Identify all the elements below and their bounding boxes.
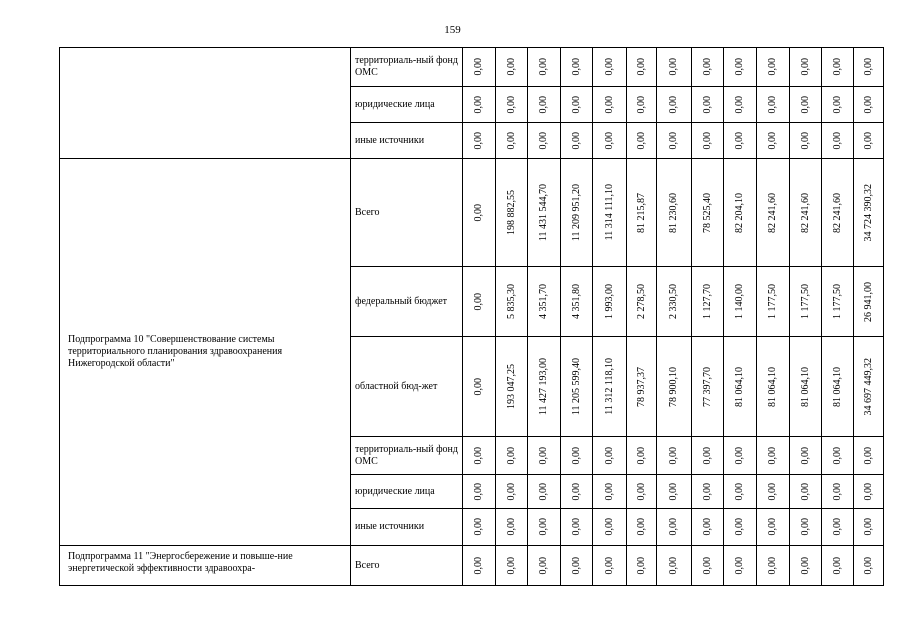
value-text: 0,00 <box>635 518 647 536</box>
value-text: 0,00 <box>635 95 647 114</box>
value-cell <box>496 48 528 87</box>
value-cell <box>463 267 496 337</box>
value-text: 34 697 449,32 <box>862 357 874 416</box>
value-cell <box>657 546 692 586</box>
value-cell <box>593 159 627 267</box>
value-text: 0,00 <box>635 131 647 150</box>
value-cell <box>757 48 790 87</box>
value-text: 0,00 <box>831 58 843 76</box>
value-text: 11 431 544,70 <box>538 183 549 242</box>
value-cell <box>692 475 724 509</box>
value-text: 1 140,00 <box>734 284 745 319</box>
value-cell <box>724 475 757 509</box>
value-cell <box>822 267 854 337</box>
value-cell <box>724 509 757 546</box>
value-cell <box>822 87 854 123</box>
value-text: 0,00 <box>473 446 484 465</box>
value-text: 0,00 <box>668 482 679 501</box>
value-text: 81 064,10 <box>734 366 745 407</box>
value-text: 34 724 390,32 <box>862 183 874 242</box>
value-text: 82 241,60 <box>831 192 843 233</box>
value-cell <box>657 337 692 437</box>
value-cell <box>724 159 757 267</box>
value-text: 0,00 <box>767 556 778 575</box>
value-cell <box>528 475 561 509</box>
value-text: 4 351,70 <box>538 284 549 319</box>
value-text: 82 204,10 <box>734 192 745 233</box>
value-cell <box>528 123 561 159</box>
value-cell <box>757 475 790 509</box>
value-text: 0,00 <box>570 446 582 465</box>
value-cell <box>496 159 528 267</box>
value-text: 1 993,00 <box>603 284 615 319</box>
value-cell <box>593 267 627 337</box>
value-cell <box>757 123 790 159</box>
value-text: 0,00 <box>799 95 811 114</box>
value-text: 1 177,50 <box>767 284 778 319</box>
value-cell <box>790 267 822 337</box>
page-number: 159 <box>444 24 461 36</box>
value-text: 0,00 <box>701 556 713 575</box>
value-text: 0,00 <box>473 203 484 222</box>
value-cell <box>627 546 657 586</box>
value-cell <box>790 48 822 87</box>
program-cell-continued <box>60 48 351 159</box>
source-other: иные источники <box>351 123 463 159</box>
value-cell <box>657 509 692 546</box>
value-cell <box>757 159 790 267</box>
value-cell <box>724 48 757 87</box>
value-cell <box>822 437 854 475</box>
value-cell <box>790 509 822 546</box>
value-cell <box>854 123 884 159</box>
value-cell <box>496 267 528 337</box>
value-text: 2 330,50 <box>668 284 679 319</box>
value-text: 2 278,50 <box>635 284 647 319</box>
value-cell <box>657 159 692 267</box>
source-total: Всего <box>351 159 463 267</box>
value-text: 78 525,40 <box>701 192 713 233</box>
value-text: 0,00 <box>831 556 843 575</box>
value-cell <box>790 159 822 267</box>
value-cell <box>593 546 627 586</box>
value-cell <box>593 475 627 509</box>
value-text: 0,00 <box>473 556 484 575</box>
value-text: 0,00 <box>538 95 549 114</box>
value-cell <box>463 123 496 159</box>
value-cell <box>657 267 692 337</box>
value-text: 1 177,50 <box>799 284 811 319</box>
value-cell <box>463 509 496 546</box>
value-text: 0,00 <box>701 482 713 501</box>
source-legal-entities: юридические лица <box>351 475 463 509</box>
value-cell <box>496 123 528 159</box>
value-text: 81 215,87 <box>635 192 647 233</box>
value-text: 0,00 <box>603 131 615 150</box>
value-text: 11 312 118,10 <box>603 358 615 415</box>
value-cell <box>790 437 822 475</box>
value-cell <box>657 123 692 159</box>
value-text: 0,00 <box>505 95 517 114</box>
value-text: 0,00 <box>862 95 874 114</box>
table-row <box>60 159 884 267</box>
value-cell <box>854 509 884 546</box>
value-text: 0,00 <box>505 446 517 465</box>
value-text: 0,00 <box>862 446 874 465</box>
value-cell <box>561 509 593 546</box>
value-cell <box>627 267 657 337</box>
value-text: 0,00 <box>603 446 615 465</box>
value-text: 0,00 <box>538 131 549 150</box>
value-cell <box>657 475 692 509</box>
value-text: 0,00 <box>635 446 647 465</box>
value-text: 0,00 <box>538 518 549 536</box>
value-text: 0,00 <box>570 482 582 501</box>
value-cell <box>496 475 528 509</box>
value-text: 0,00 <box>603 518 615 536</box>
value-cell <box>757 437 790 475</box>
value-text: 0,00 <box>505 482 517 501</box>
value-cell <box>692 337 724 437</box>
value-text: 0,00 <box>473 377 484 396</box>
value-cell <box>463 337 496 437</box>
value-text: 0,00 <box>701 131 713 150</box>
value-text: 198 882,55 <box>505 190 517 235</box>
program-11-title: Подпрограмма 11 "Энергосбережение и повыше-ние энергетической эффективности здравоохра- <box>60 546 351 586</box>
value-text: 0,00 <box>701 58 713 76</box>
value-text: 81 064,10 <box>831 366 843 407</box>
value-text: 0,00 <box>473 95 484 114</box>
value-cell <box>627 123 657 159</box>
value-cell <box>790 546 822 586</box>
value-cell <box>627 337 657 437</box>
value-cell <box>561 546 593 586</box>
value-text: 0,00 <box>473 482 484 501</box>
source-legal-entities: юридические лица <box>351 87 463 123</box>
value-cell <box>496 437 528 475</box>
value-text: 5 835,30 <box>505 284 517 319</box>
value-cell <box>528 87 561 123</box>
value-cell <box>854 267 884 337</box>
value-text: 0,00 <box>701 446 713 465</box>
value-text: 0,00 <box>668 446 679 465</box>
value-cell <box>593 87 627 123</box>
value-text: 0,00 <box>473 292 484 311</box>
value-text: 0,00 <box>603 95 615 114</box>
value-cell <box>528 267 561 337</box>
value-text: 0,00 <box>862 556 874 575</box>
value-cell <box>627 87 657 123</box>
value-cell <box>561 159 593 267</box>
value-cell <box>496 509 528 546</box>
source-regional: областной бюд-жет <box>351 337 463 437</box>
program-10-title: Подпрограмма 10 "Совершенствование системы территориального планирования здравоохранения Нижегородской области" <box>60 159 351 546</box>
value-text: 1 127,70 <box>701 284 713 319</box>
value-cell <box>790 87 822 123</box>
value-cell <box>724 123 757 159</box>
value-cell <box>692 437 724 475</box>
value-cell <box>593 437 627 475</box>
value-cell <box>757 337 790 437</box>
value-cell <box>657 437 692 475</box>
value-text: 11 427 193,00 <box>538 357 549 416</box>
value-text: 11 205 599,40 <box>570 357 582 416</box>
value-cell <box>822 123 854 159</box>
value-cell <box>463 48 496 87</box>
value-text: 4 351,80 <box>570 284 582 319</box>
value-text: 0,00 <box>767 518 778 536</box>
value-text: 0,00 <box>505 131 517 150</box>
value-cell <box>854 475 884 509</box>
source-other: иные источники <box>351 509 463 546</box>
value-text: 0,00 <box>538 58 549 76</box>
budget-table <box>59 47 884 586</box>
value-cell <box>692 159 724 267</box>
value-cell <box>822 337 854 437</box>
value-cell <box>692 509 724 546</box>
value-cell <box>496 337 528 437</box>
value-text: 0,00 <box>862 518 874 536</box>
value-cell <box>528 437 561 475</box>
value-cell <box>593 48 627 87</box>
value-cell <box>724 267 757 337</box>
value-cell <box>854 87 884 123</box>
value-text: 78 937,37 <box>635 366 647 407</box>
value-text: 0,00 <box>734 58 745 76</box>
source-federal: федеральный бюджет <box>351 267 463 337</box>
value-cell <box>463 546 496 586</box>
value-text: 0,00 <box>538 446 549 465</box>
value-text: 0,00 <box>831 446 843 465</box>
value-cell <box>561 337 593 437</box>
value-text: 193 047,25 <box>505 364 517 409</box>
value-cell <box>854 337 884 437</box>
value-text: 0,00 <box>473 58 484 76</box>
value-text: 0,00 <box>862 131 874 150</box>
source-total: Всего <box>351 546 463 586</box>
value-cell <box>724 337 757 437</box>
value-text: 0,00 <box>701 95 713 114</box>
value-cell <box>854 437 884 475</box>
table-row <box>60 546 884 586</box>
value-cell <box>822 546 854 586</box>
value-text: 0,00 <box>570 518 582 536</box>
value-text: 0,00 <box>831 518 843 536</box>
value-text: 0,00 <box>799 482 811 501</box>
value-cell <box>528 337 561 437</box>
source-tfoms: территориаль-ный фонд ОМС <box>351 48 463 87</box>
value-cell <box>627 509 657 546</box>
value-text: 0,00 <box>799 518 811 536</box>
value-cell <box>561 437 593 475</box>
value-cell <box>627 48 657 87</box>
value-cell <box>854 546 884 586</box>
value-cell <box>627 159 657 267</box>
value-text: 0,00 <box>862 58 874 76</box>
value-cell <box>561 87 593 123</box>
value-cell <box>627 475 657 509</box>
value-cell <box>692 123 724 159</box>
value-text: 0,00 <box>538 556 549 575</box>
value-text: 0,00 <box>538 482 549 501</box>
value-text: 0,00 <box>734 446 745 465</box>
value-cell <box>528 48 561 87</box>
value-text: 0,00 <box>862 482 874 501</box>
value-text: 0,00 <box>831 95 843 114</box>
value-text: 0,00 <box>799 556 811 575</box>
value-text: 0,00 <box>831 482 843 501</box>
value-cell <box>463 437 496 475</box>
value-cell <box>593 337 627 437</box>
value-text: 0,00 <box>603 482 615 501</box>
value-cell <box>692 48 724 87</box>
value-cell <box>593 123 627 159</box>
value-text: 11 209 951,20 <box>570 183 582 242</box>
value-cell <box>757 546 790 586</box>
value-cell <box>692 87 724 123</box>
value-cell <box>790 337 822 437</box>
value-text: 0,00 <box>635 556 647 575</box>
value-text: 0,00 <box>668 95 679 114</box>
value-cell <box>790 475 822 509</box>
value-text: 0,00 <box>473 131 484 150</box>
value-cell <box>724 437 757 475</box>
value-cell <box>463 475 496 509</box>
value-cell <box>790 123 822 159</box>
value-text: 0,00 <box>831 131 843 150</box>
value-text: 0,00 <box>603 556 615 575</box>
value-text: 0,00 <box>505 556 517 575</box>
value-text: 0,00 <box>734 482 745 501</box>
value-text: 0,00 <box>767 482 778 501</box>
value-text: 0,00 <box>570 95 582 114</box>
value-text: 0,00 <box>635 58 647 76</box>
value-cell <box>657 87 692 123</box>
value-text: 82 241,60 <box>799 192 811 233</box>
value-cell <box>561 475 593 509</box>
value-cell <box>561 267 593 337</box>
value-cell <box>463 159 496 267</box>
value-cell <box>692 267 724 337</box>
value-text: 11 314 111,10 <box>603 184 615 241</box>
value-text: 0,00 <box>734 556 745 575</box>
value-text: 0,00 <box>603 58 615 76</box>
value-text: 77 397,70 <box>701 366 713 407</box>
value-text: 0,00 <box>570 58 582 76</box>
value-cell <box>724 546 757 586</box>
value-cell <box>757 509 790 546</box>
value-text: 0,00 <box>505 58 517 76</box>
value-cell <box>757 87 790 123</box>
value-text: 0,00 <box>734 95 745 114</box>
value-cell <box>496 87 528 123</box>
value-cell <box>528 159 561 267</box>
value-text: 0,00 <box>701 518 713 536</box>
value-text: 0,00 <box>734 131 745 150</box>
value-cell <box>854 48 884 87</box>
value-text: 0,00 <box>767 95 778 114</box>
value-text: 0,00 <box>767 446 778 465</box>
value-cell <box>657 48 692 87</box>
value-text: 0,00 <box>799 446 811 465</box>
value-cell <box>724 87 757 123</box>
value-cell <box>627 437 657 475</box>
value-text: 81 064,10 <box>767 366 778 407</box>
value-cell <box>593 509 627 546</box>
value-text: 82 241,60 <box>767 192 778 233</box>
value-cell <box>822 159 854 267</box>
value-text: 0,00 <box>668 556 679 575</box>
value-cell <box>561 123 593 159</box>
value-cell <box>463 87 496 123</box>
value-text: 0,00 <box>668 131 679 150</box>
value-text: 0,00 <box>668 58 679 76</box>
value-text: 0,00 <box>570 131 582 150</box>
table-row <box>60 48 884 87</box>
source-tfoms: территориаль-ный фонд ОМС <box>351 437 463 475</box>
value-text: 0,00 <box>734 518 745 536</box>
value-text: 1 177,50 <box>831 284 843 319</box>
value-cell <box>528 546 561 586</box>
value-cell <box>854 159 884 267</box>
value-text: 0,00 <box>635 482 647 501</box>
value-text: 0,00 <box>767 131 778 150</box>
value-text: 0,00 <box>505 518 517 536</box>
value-text: 0,00 <box>668 518 679 536</box>
value-text: 26 941,00 <box>862 281 874 322</box>
value-cell <box>822 475 854 509</box>
value-text: 81 064,10 <box>799 366 811 407</box>
value-cell <box>561 48 593 87</box>
value-text: 81 230,60 <box>668 192 679 233</box>
value-text: 0,00 <box>473 518 484 536</box>
value-cell <box>496 546 528 586</box>
value-cell <box>822 48 854 87</box>
value-text: 78 900,10 <box>668 366 679 407</box>
value-cell <box>757 267 790 337</box>
value-text: 0,00 <box>799 58 811 76</box>
value-text: 0,00 <box>767 58 778 76</box>
value-text: 0,00 <box>570 556 582 575</box>
value-cell <box>692 546 724 586</box>
value-text: 0,00 <box>799 131 811 150</box>
value-cell <box>822 509 854 546</box>
value-cell <box>528 509 561 546</box>
